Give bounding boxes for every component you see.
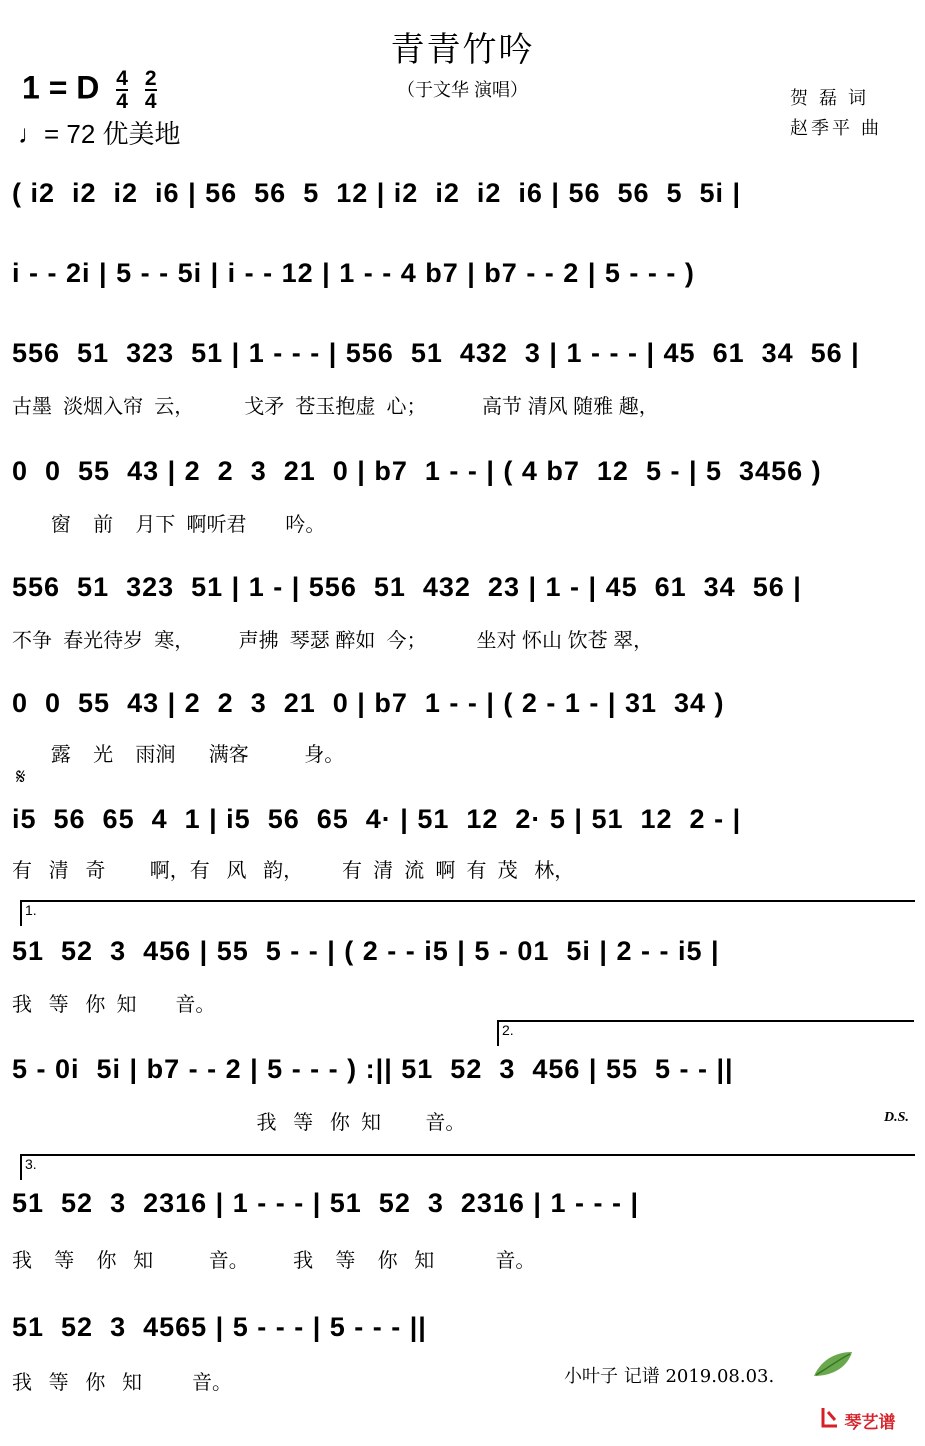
key-signature [22, 68, 157, 112]
volta-3-label: 3. [25, 1156, 37, 1172]
score-line-7-lyrics: 有 清 奇 啊，有 风 韵， 有 清 流 啊 有 茂 林， [12, 860, 575, 882]
score-line-11-notes: 51 52 3 4565 | 5 - - - | 5 - - - || [12, 1312, 427, 1342]
time-signature-1 [116, 68, 128, 112]
score-line-1-notes: ( i2 i2 i2 i6 | 56 56 5 12 | i2 i2 i2 i6 | 56 56 5 5i | [12, 178, 742, 208]
tempo-marking: ♩= 72 优美地 [18, 119, 181, 149]
time-signature-2-top: 2 [144, 67, 157, 90]
score-line-3-notes: 556 51 323 51 | 1 - - - | 556 51 432 3 | 1 - - - | 45 61 34 56 | [12, 338, 860, 368]
score-line-8-notes: 51 52 3 456 | 55 5 - - | ( 2 - - i5 | 5 - 01 5i | 2 - - i5 | [12, 936, 720, 966]
site-logo-text: 琴艺谱 [844, 1413, 896, 1432]
key-label: 1 = D [22, 69, 100, 106]
score-line-11-lyrics: 我 等 你 知 音。 [12, 1372, 233, 1394]
time-signature-1-top: 4 [116, 67, 128, 90]
score-line-6-notes: 0 0 55 43 | 2 2 3 21 0 | b7 1 - - | ( 2 - 1 - | 31 34 ) [12, 688, 725, 718]
volta-2-label: 2. [502, 1022, 514, 1038]
time-signature-1-bottom: 4 [116, 90, 128, 113]
piano-logo-icon [820, 1406, 840, 1428]
time-signature-2 [145, 68, 157, 112]
leaf-icon [812, 1350, 854, 1383]
score-line-7-notes: i5 56 65 4 1 | i5 56 65 4· | 51 12 2· 5 | 51 12 2 - | [12, 804, 742, 834]
volta-1-bracket [20, 900, 915, 926]
site-logo [820, 1406, 895, 1433]
score-line-10-lyrics: 我 等 你 知 音。 我 等 你 知 音。 [12, 1250, 536, 1272]
score-line-9-notes: 5 - 0i 5i | b7 - - 2 | 5 - - - ) :|| 51 52 3 456 | 55 5 - - || [12, 1054, 734, 1084]
volta-2-bracket [497, 1020, 914, 1046]
score-line-3-lyrics: 古墨 淡烟入帘 云， 戈矛 苍玉抱虚 心； 高节 清风 随雅 趣， [12, 396, 659, 418]
score-line-10-notes: 51 52 3 2316 | 1 - - - | 51 52 3 2316 | 1 - - - | [12, 1188, 640, 1218]
volta-1-label: 1. [25, 902, 37, 918]
score-line-5-lyrics: 不争 春光待岁 寒， 声拂 琴瑟 醉如 今； 坐对 怀山 饮苍 翠， [12, 630, 654, 652]
segno-sign: 𝄋 [16, 764, 26, 789]
singer-credit: （于文华 演唱） [396, 80, 528, 100]
page-title: 青青竹吟 [390, 31, 535, 69]
dal-segno-mark: D.S. [884, 1110, 909, 1125]
transcriber-note: 小叶子 记谱 2019.08.03. [564, 1366, 775, 1387]
score-line-4-notes: 0 0 55 43 | 2 2 3 21 0 | b7 1 - - | ( 4 b7 12 5 - | 5 3456 ) [12, 456, 822, 486]
score-line-5-notes: 556 51 323 51 | 1 - | 556 51 432 23 | 1 - | 45 61 34 56 | [12, 572, 802, 602]
score-line-6-lyrics: 露 光 雨涧 满客 身。 [12, 744, 345, 766]
score-line-9-lyrics: 我 等 你 知 音。 [12, 1112, 466, 1134]
composer-credit: 赵季平 曲 [790, 118, 883, 138]
score-line-2-notes: i - - 2i | 5 - - 5i | i - - 12 | 1 - - 4 b7 | b7 - - 2 | 5 - - - ) [12, 258, 695, 288]
score-line-4-lyrics: 窗 前 月下 啊听君 吟。 [12, 514, 326, 536]
time-signature-2-bottom: 4 [144, 90, 157, 113]
lyricist-credit: 贺 磊 词 [790, 88, 870, 108]
volta-3-bracket [20, 1154, 915, 1180]
score-line-8-lyrics: 我 等 你 知 音。 [12, 994, 216, 1016]
